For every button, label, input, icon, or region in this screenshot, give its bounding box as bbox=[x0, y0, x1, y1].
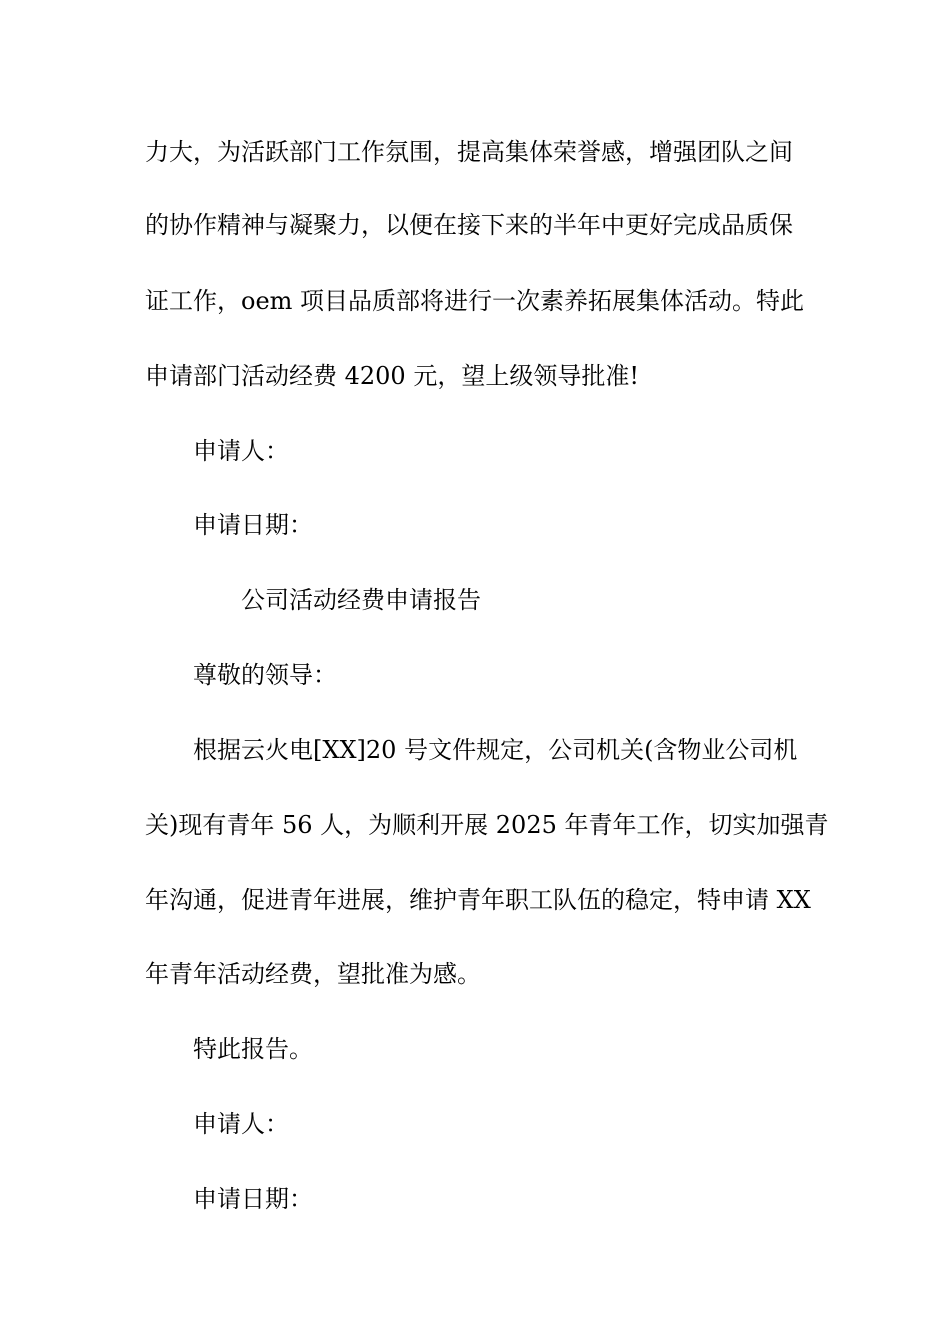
salutation: 尊敬的领导： bbox=[193, 661, 337, 689]
paragraph-line: 申请部门活动经费 4200 元，望上级领导批准! bbox=[145, 362, 639, 390]
applicant-label: 申请人： bbox=[193, 437, 289, 465]
paragraph-line: 力大，为活跃部门工作氛围，提高集体荣誉感，增强团队之间 bbox=[145, 138, 793, 166]
application-date-label: 申请日期： bbox=[193, 1185, 313, 1213]
paragraph-line: 年沟通，促进青年进展，维护青年职工队伍的稳定，特申请 XX bbox=[145, 886, 811, 914]
application-date-label: 申请日期： bbox=[193, 511, 313, 539]
paragraph-line: 根据云火电[XX]20 号文件规定，公司机关(含物业公司机 bbox=[193, 736, 798, 764]
paragraph-line: 关)现有青年 56 人，为顺利开展 2025 年青年工作，切实加强青 bbox=[145, 811, 829, 839]
paragraph-line: 年青年活动经费，望批准为感。 bbox=[145, 960, 481, 988]
report-title: 公司活动经费申请报告 bbox=[241, 586, 481, 614]
applicant-label: 申请人： bbox=[193, 1110, 289, 1138]
paragraph-line: 证工作，oem 项目品质部将进行一次素养拓展集体活动。特此 bbox=[145, 287, 805, 315]
paragraph-line: 的协作精神与凝聚力，以便在接下来的半年中更好完成品质保 bbox=[145, 211, 793, 239]
closing-text: 特此报告。 bbox=[193, 1035, 313, 1063]
